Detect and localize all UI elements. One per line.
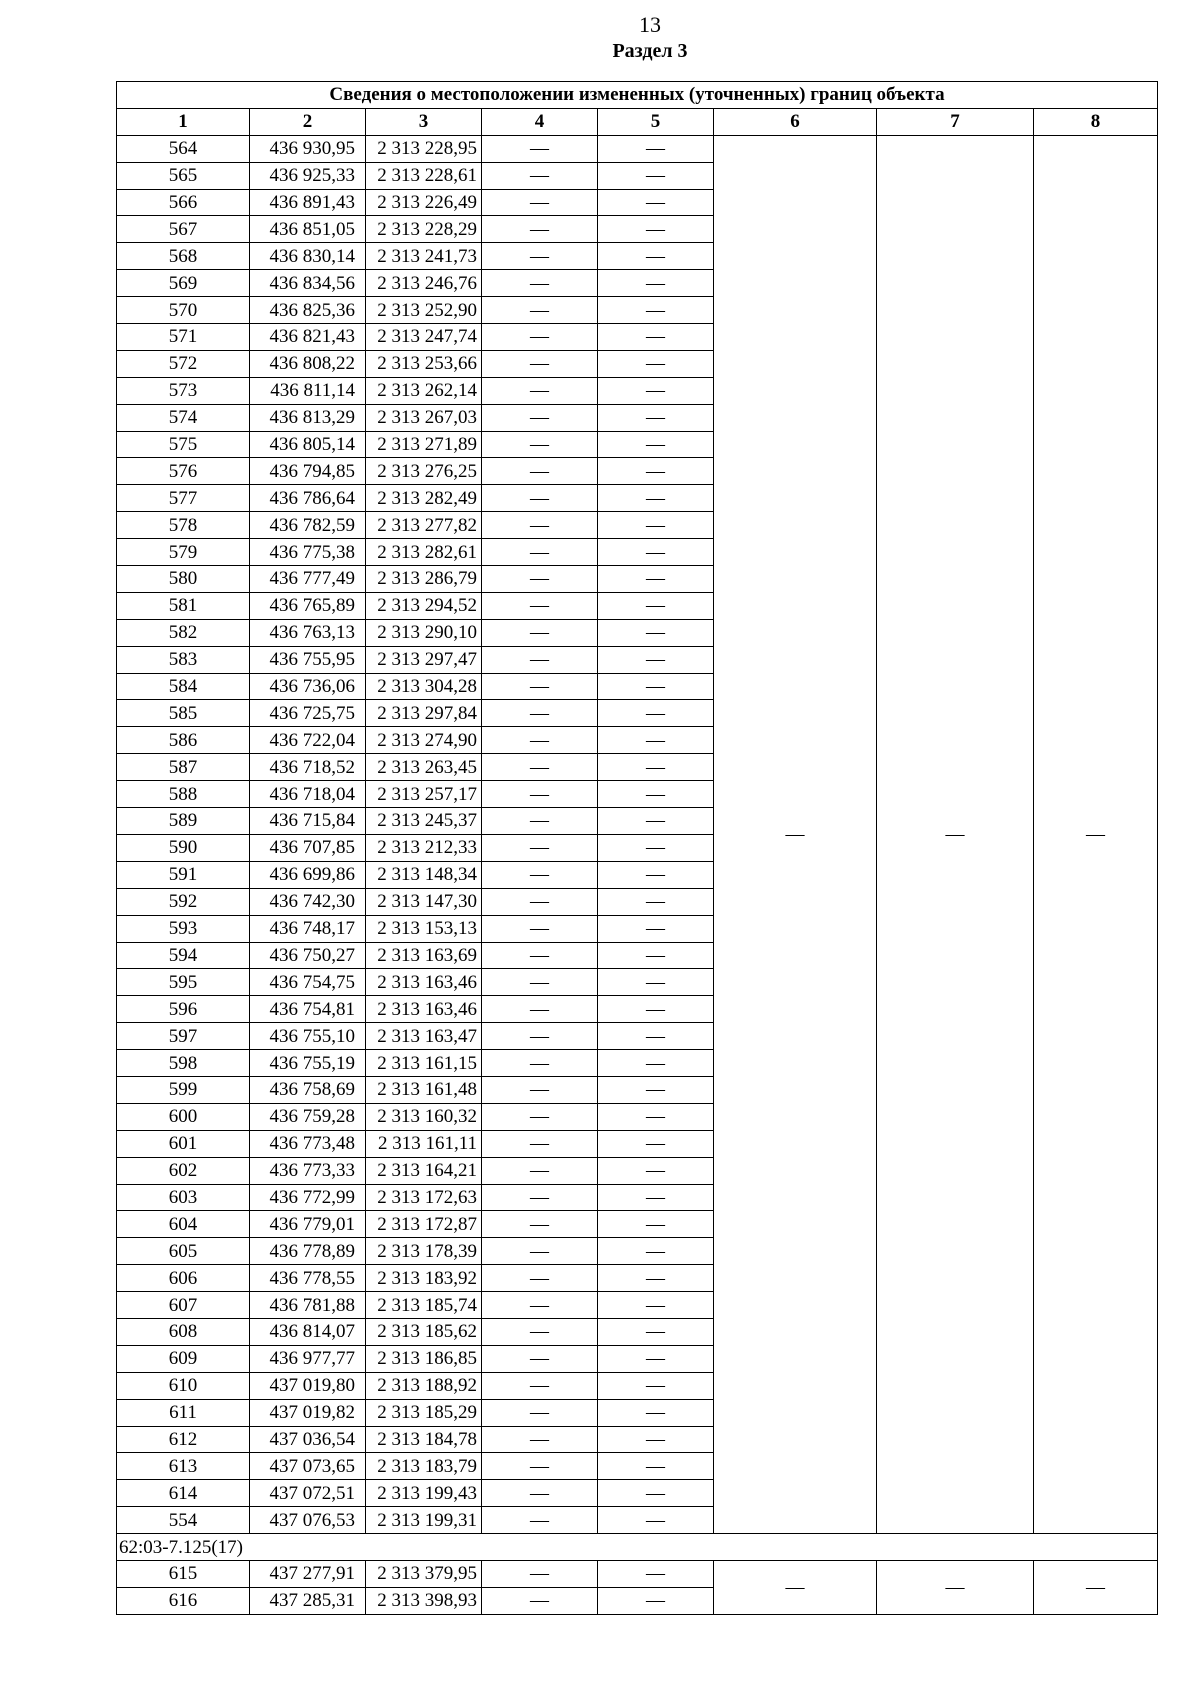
group1-col6-dash: —: [714, 135, 877, 1533]
coord-y: 2 313 277,82: [366, 512, 482, 539]
col5-dash: —: [598, 942, 714, 969]
col4-dash: —: [482, 942, 598, 969]
point-number: 615: [117, 1560, 250, 1587]
col4-dash: —: [482, 297, 598, 324]
point-number: 581: [117, 592, 250, 619]
coord-x: 436 755,10: [250, 1023, 366, 1050]
col5-dash: —: [598, 1265, 714, 1292]
point-number: 593: [117, 915, 250, 942]
coord-x: 437 076,53: [250, 1507, 366, 1534]
coord-x: 436 715,84: [250, 808, 366, 835]
col5-dash: —: [598, 1560, 714, 1587]
coord-x: 436 718,52: [250, 754, 366, 781]
coord-x: 436 821,43: [250, 324, 366, 351]
point-number: 585: [117, 700, 250, 727]
coord-y: 2 313 199,31: [366, 1507, 482, 1534]
col5-dash: —: [598, 673, 714, 700]
col5-dash: —: [598, 1157, 714, 1184]
coord-y: 2 313 212,33: [366, 834, 482, 861]
section-title: Раздел 3: [612, 40, 688, 62]
col4-dash: —: [482, 1453, 598, 1480]
coord-y: 2 313 290,10: [366, 619, 482, 646]
coord-y: 2 313 163,46: [366, 969, 482, 996]
col4-dash: —: [482, 1184, 598, 1211]
column-header-7: 7: [877, 108, 1034, 135]
coord-y: 2 313 245,37: [366, 808, 482, 835]
col5-dash: —: [598, 1023, 714, 1050]
coord-y: 2 313 178,39: [366, 1238, 482, 1265]
point-number: 574: [117, 404, 250, 431]
coord-y: 2 313 161,15: [366, 1050, 482, 1077]
col4-dash: —: [482, 646, 598, 673]
coord-x: 436 834,56: [250, 270, 366, 297]
coord-y: 2 313 257,17: [366, 781, 482, 808]
col4-dash: —: [482, 619, 598, 646]
point-number: 566: [117, 189, 250, 216]
coord-y: 2 313 163,47: [366, 1023, 482, 1050]
col5-dash: —: [598, 1184, 714, 1211]
coord-y: 2 313 153,13: [366, 915, 482, 942]
col4-dash: —: [482, 996, 598, 1023]
table-row: [117, 1560, 1158, 1587]
point-number: 610: [117, 1372, 250, 1399]
coord-y: 2 313 185,74: [366, 1292, 482, 1319]
col4-dash: —: [482, 1318, 598, 1345]
col5-dash: —: [598, 1507, 714, 1534]
coord-x: 437 277,91: [250, 1560, 366, 1587]
point-number: 582: [117, 619, 250, 646]
coord-x: 436 699,86: [250, 861, 366, 888]
coord-x: 436 778,55: [250, 1265, 366, 1292]
col4-dash: —: [482, 1265, 598, 1292]
coord-y: 2 313 226,49: [366, 189, 482, 216]
col5-dash: —: [598, 297, 714, 324]
col4-dash: —: [482, 404, 598, 431]
col5-dash: —: [598, 1130, 714, 1157]
col4-dash: —: [482, 135, 598, 162]
col4-dash: —: [482, 1157, 598, 1184]
col5-dash: —: [598, 1480, 714, 1507]
coord-x: 436 759,28: [250, 1103, 366, 1130]
col5-dash: —: [598, 969, 714, 996]
column-header-6: 6: [714, 108, 877, 135]
coord-x: 436 707,85: [250, 834, 366, 861]
coord-y: 2 313 297,47: [366, 646, 482, 673]
coord-x: 437 019,82: [250, 1399, 366, 1426]
col4-dash: —: [482, 1238, 598, 1265]
coord-x: 436 750,27: [250, 942, 366, 969]
point-number: 564: [117, 135, 250, 162]
coord-y: 2 313 263,45: [366, 754, 482, 781]
col5-dash: —: [598, 539, 714, 566]
coord-x: 436 925,33: [250, 162, 366, 189]
coord-x: 436 763,13: [250, 619, 366, 646]
col5-dash: —: [598, 754, 714, 781]
point-number: 589: [117, 808, 250, 835]
coord-x: 436 794,85: [250, 458, 366, 485]
coord-x: 436 778,89: [250, 1238, 366, 1265]
coord-x: 436 977,77: [250, 1345, 366, 1372]
col4-dash: —: [482, 1399, 598, 1426]
col5-dash: —: [598, 270, 714, 297]
column-header-3: 3: [366, 108, 482, 135]
point-number: 587: [117, 754, 250, 781]
point-number: 596: [117, 996, 250, 1023]
point-number: 592: [117, 888, 250, 915]
column-header-5: 5: [598, 108, 714, 135]
coord-y: 2 313 274,90: [366, 727, 482, 754]
coord-y: 2 313 294,52: [366, 592, 482, 619]
point-number: 571: [117, 324, 250, 351]
col5-dash: —: [598, 162, 714, 189]
coord-x: 437 019,80: [250, 1372, 366, 1399]
coord-x: 436 773,33: [250, 1157, 366, 1184]
point-number: 607: [117, 1292, 250, 1319]
point-number: 594: [117, 942, 250, 969]
col4-dash: —: [482, 377, 598, 404]
coord-x: 436 775,38: [250, 539, 366, 566]
coord-y: 2 313 183,92: [366, 1265, 482, 1292]
col4-dash: —: [482, 566, 598, 593]
point-number: 613: [117, 1453, 250, 1480]
col5-dash: —: [598, 243, 714, 270]
coord-x: 436 814,07: [250, 1318, 366, 1345]
coord-x: 436 811,14: [250, 377, 366, 404]
point-number: 588: [117, 781, 250, 808]
point-number: 583: [117, 646, 250, 673]
col5-dash: —: [598, 996, 714, 1023]
col5-dash: —: [598, 1372, 714, 1399]
coord-x: 436 808,22: [250, 350, 366, 377]
coord-y: 2 313 304,28: [366, 673, 482, 700]
point-number: 576: [117, 458, 250, 485]
coord-x: 436 725,75: [250, 700, 366, 727]
group1-col7-dash: —: [877, 135, 1034, 1533]
coord-y: 2 313 172,63: [366, 1184, 482, 1211]
col5-dash: —: [598, 1453, 714, 1480]
col4-dash: —: [482, 808, 598, 835]
col5-dash: —: [598, 700, 714, 727]
coord-y: 2 313 241,73: [366, 243, 482, 270]
point-number: 565: [117, 162, 250, 189]
coord-x: 437 073,65: [250, 1453, 366, 1480]
coord-y: 2 313 164,21: [366, 1157, 482, 1184]
coord-y: 2 313 297,84: [366, 700, 482, 727]
column-header-8: 8: [1034, 108, 1158, 135]
col4-dash: —: [482, 888, 598, 915]
point-number: 597: [117, 1023, 250, 1050]
col5-dash: —: [598, 1103, 714, 1130]
coord-x: 436 805,14: [250, 431, 366, 458]
col4-dash: —: [482, 1292, 598, 1319]
col5-dash: —: [598, 135, 714, 162]
col4-dash: —: [482, 1023, 598, 1050]
col4-dash: —: [482, 270, 598, 297]
coord-x: 437 036,54: [250, 1426, 366, 1453]
coord-y: 2 313 282,61: [366, 539, 482, 566]
column-header-1: 1: [117, 108, 250, 135]
coord-y: 2 313 172,87: [366, 1211, 482, 1238]
col5-dash: —: [598, 1587, 714, 1614]
point-number: 601: [117, 1130, 250, 1157]
col5-dash: —: [598, 458, 714, 485]
point-number: 578: [117, 512, 250, 539]
col4-dash: —: [482, 1345, 598, 1372]
point-number: 606: [117, 1265, 250, 1292]
col5-dash: —: [598, 1076, 714, 1103]
point-number: 591: [117, 861, 250, 888]
column-header-2: 2: [250, 108, 366, 135]
point-number: 569: [117, 270, 250, 297]
col5-dash: —: [598, 915, 714, 942]
coord-y: 2 313 161,11: [366, 1130, 482, 1157]
coord-x: 436 722,04: [250, 727, 366, 754]
col4-dash: —: [482, 781, 598, 808]
coord-y: 2 313 188,92: [366, 1372, 482, 1399]
point-number: 573: [117, 377, 250, 404]
col5-dash: —: [598, 861, 714, 888]
table-caption-row: [117, 82, 1158, 109]
coord-y: 2 313 148,34: [366, 861, 482, 888]
coord-y: 2 313 286,79: [366, 566, 482, 593]
col5-dash: —: [598, 592, 714, 619]
coord-y: 2 313 253,66: [366, 350, 482, 377]
group2-col7-dash: —: [877, 1560, 1034, 1614]
column-header-4: 4: [482, 108, 598, 135]
coord-x: 436 825,36: [250, 297, 366, 324]
coord-y: 2 313 379,95: [366, 1560, 482, 1587]
col5-dash: —: [598, 1345, 714, 1372]
col4-dash: —: [482, 243, 598, 270]
coord-x: 436 813,29: [250, 404, 366, 431]
parcel-cadastral-label: 62:03-7.125(17): [117, 1534, 1158, 1561]
coord-x: 436 772,99: [250, 1184, 366, 1211]
point-number: 572: [117, 350, 250, 377]
col5-dash: —: [598, 1426, 714, 1453]
point-number: 590: [117, 834, 250, 861]
col4-dash: —: [482, 1130, 598, 1157]
point-number: 570: [117, 297, 250, 324]
coord-x: 436 758,69: [250, 1076, 366, 1103]
coord-y: 2 313 228,61: [366, 162, 482, 189]
coord-y: 2 313 183,79: [366, 1453, 482, 1480]
coord-y: 2 313 276,25: [366, 458, 482, 485]
point-number: 605: [117, 1238, 250, 1265]
point-number: 609: [117, 1345, 250, 1372]
col4-dash: —: [482, 592, 598, 619]
col4-dash: —: [482, 1426, 598, 1453]
point-number: 616: [117, 1587, 250, 1614]
point-number: 579: [117, 539, 250, 566]
col5-dash: —: [598, 619, 714, 646]
coord-x: 436 786,64: [250, 485, 366, 512]
coord-x: 436 754,81: [250, 996, 366, 1023]
col4-dash: —: [482, 1480, 598, 1507]
coord-x: 437 285,31: [250, 1587, 366, 1614]
point-number: 612: [117, 1426, 250, 1453]
point-number: 577: [117, 485, 250, 512]
col5-dash: —: [598, 1050, 714, 1077]
coord-y: 2 313 252,90: [366, 297, 482, 324]
coord-y: 2 313 398,93: [366, 1587, 482, 1614]
col5-dash: —: [598, 404, 714, 431]
page-number: 13: [639, 12, 661, 37]
col5-dash: —: [598, 646, 714, 673]
col4-dash: —: [482, 485, 598, 512]
col4-dash: —: [482, 458, 598, 485]
col5-dash: —: [598, 1292, 714, 1319]
col5-dash: —: [598, 1238, 714, 1265]
point-number: 599: [117, 1076, 250, 1103]
coord-x: 436 773,48: [250, 1130, 366, 1157]
coord-x: 436 748,17: [250, 915, 366, 942]
point-number: 603: [117, 1184, 250, 1211]
col4-dash: —: [482, 1372, 598, 1399]
coord-x: 437 072,51: [250, 1480, 366, 1507]
col5-dash: —: [598, 566, 714, 593]
col4-dash: —: [482, 915, 598, 942]
coord-x: 436 718,04: [250, 781, 366, 808]
coord-x: 436 781,88: [250, 1292, 366, 1319]
coord-x: 436 930,95: [250, 135, 366, 162]
col5-dash: —: [598, 350, 714, 377]
point-number: 600: [117, 1103, 250, 1130]
coord-x: 436 782,59: [250, 512, 366, 539]
point-number: 602: [117, 1157, 250, 1184]
point-number: 568: [117, 243, 250, 270]
point-number: 586: [117, 727, 250, 754]
coord-x: 436 765,89: [250, 592, 366, 619]
col5-dash: —: [598, 485, 714, 512]
point-number: 580: [117, 566, 250, 593]
col4-dash: —: [482, 969, 598, 996]
col4-dash: —: [482, 727, 598, 754]
coord-x: 436 779,01: [250, 1211, 366, 1238]
coord-y: 2 313 262,14: [366, 377, 482, 404]
col4-dash: —: [482, 1211, 598, 1238]
col5-dash: —: [598, 834, 714, 861]
coord-x: 436 777,49: [250, 566, 366, 593]
col4-dash: —: [482, 1076, 598, 1103]
col4-dash: —: [482, 350, 598, 377]
col4-dash: —: [482, 1560, 598, 1587]
col4-dash: —: [482, 324, 598, 351]
coord-y: 2 313 184,78: [366, 1426, 482, 1453]
coord-x: 436 755,19: [250, 1050, 366, 1077]
col4-dash: —: [482, 1507, 598, 1534]
col4-dash: —: [482, 189, 598, 216]
col4-dash: —: [482, 861, 598, 888]
coord-y: 2 313 247,74: [366, 324, 482, 351]
point-number: 575: [117, 431, 250, 458]
col4-dash: —: [482, 700, 598, 727]
coord-y: 2 313 186,85: [366, 1345, 482, 1372]
col5-dash: —: [598, 1318, 714, 1345]
col4-dash: —: [482, 834, 598, 861]
coord-x: 436 742,30: [250, 888, 366, 915]
coord-y: 2 313 246,76: [366, 270, 482, 297]
point-number: 554: [117, 1507, 250, 1534]
col4-dash: —: [482, 162, 598, 189]
coord-y: 2 313 147,30: [366, 888, 482, 915]
col5-dash: —: [598, 727, 714, 754]
coord-y: 2 313 267,03: [366, 404, 482, 431]
point-number: 584: [117, 673, 250, 700]
coord-y: 2 313 282,49: [366, 485, 482, 512]
point-number: 611: [117, 1399, 250, 1426]
parcel-label-row: [117, 1534, 1158, 1561]
coord-y: 2 313 160,32: [366, 1103, 482, 1130]
point-number: 595: [117, 969, 250, 996]
boundary-coordinates-table: [116, 81, 1158, 1615]
col5-dash: —: [598, 1211, 714, 1238]
col5-dash: —: [598, 189, 714, 216]
coord-x: 436 754,75: [250, 969, 366, 996]
coord-y: 2 313 228,95: [366, 135, 482, 162]
coord-y: 2 313 185,29: [366, 1399, 482, 1426]
coord-x: 436 851,05: [250, 216, 366, 243]
col5-dash: —: [598, 216, 714, 243]
coord-x: 436 755,95: [250, 646, 366, 673]
group2-col6-dash: —: [714, 1560, 877, 1614]
col4-dash: —: [482, 431, 598, 458]
col5-dash: —: [598, 808, 714, 835]
col4-dash: —: [482, 539, 598, 566]
coord-y: 2 313 199,43: [366, 1480, 482, 1507]
coord-y: 2 313 271,89: [366, 431, 482, 458]
point-number: 608: [117, 1318, 250, 1345]
col5-dash: —: [598, 1399, 714, 1426]
col4-dash: —: [482, 1587, 598, 1614]
col5-dash: —: [598, 324, 714, 351]
point-number: 567: [117, 216, 250, 243]
table-row: [117, 135, 1158, 162]
coord-y: 2 313 161,48: [366, 1076, 482, 1103]
coord-x: 436 891,43: [250, 189, 366, 216]
coord-x: 436 736,06: [250, 673, 366, 700]
col4-dash: —: [482, 1103, 598, 1130]
coord-y: 2 313 163,46: [366, 996, 482, 1023]
col5-dash: —: [598, 512, 714, 539]
col5-dash: —: [598, 781, 714, 808]
group2-col8-dash: —: [1034, 1560, 1158, 1614]
coord-y: 2 313 228,29: [366, 216, 482, 243]
coord-y: 2 313 163,69: [366, 942, 482, 969]
column-number-row: [117, 108, 1158, 135]
table-caption: Сведения о местоположении измененных (уточненных) границ объекта: [117, 82, 1158, 109]
coord-y: 2 313 185,62: [366, 1318, 482, 1345]
point-number: 614: [117, 1480, 250, 1507]
coord-x: 436 830,14: [250, 243, 366, 270]
col4-dash: —: [482, 1050, 598, 1077]
col5-dash: —: [598, 377, 714, 404]
col5-dash: —: [598, 431, 714, 458]
col5-dash: —: [598, 888, 714, 915]
point-number: 598: [117, 1050, 250, 1077]
col4-dash: —: [482, 754, 598, 781]
group1-col8-dash: —: [1034, 135, 1158, 1533]
col4-dash: —: [482, 673, 598, 700]
point-number: 604: [117, 1211, 250, 1238]
col4-dash: —: [482, 216, 598, 243]
col4-dash: —: [482, 512, 598, 539]
